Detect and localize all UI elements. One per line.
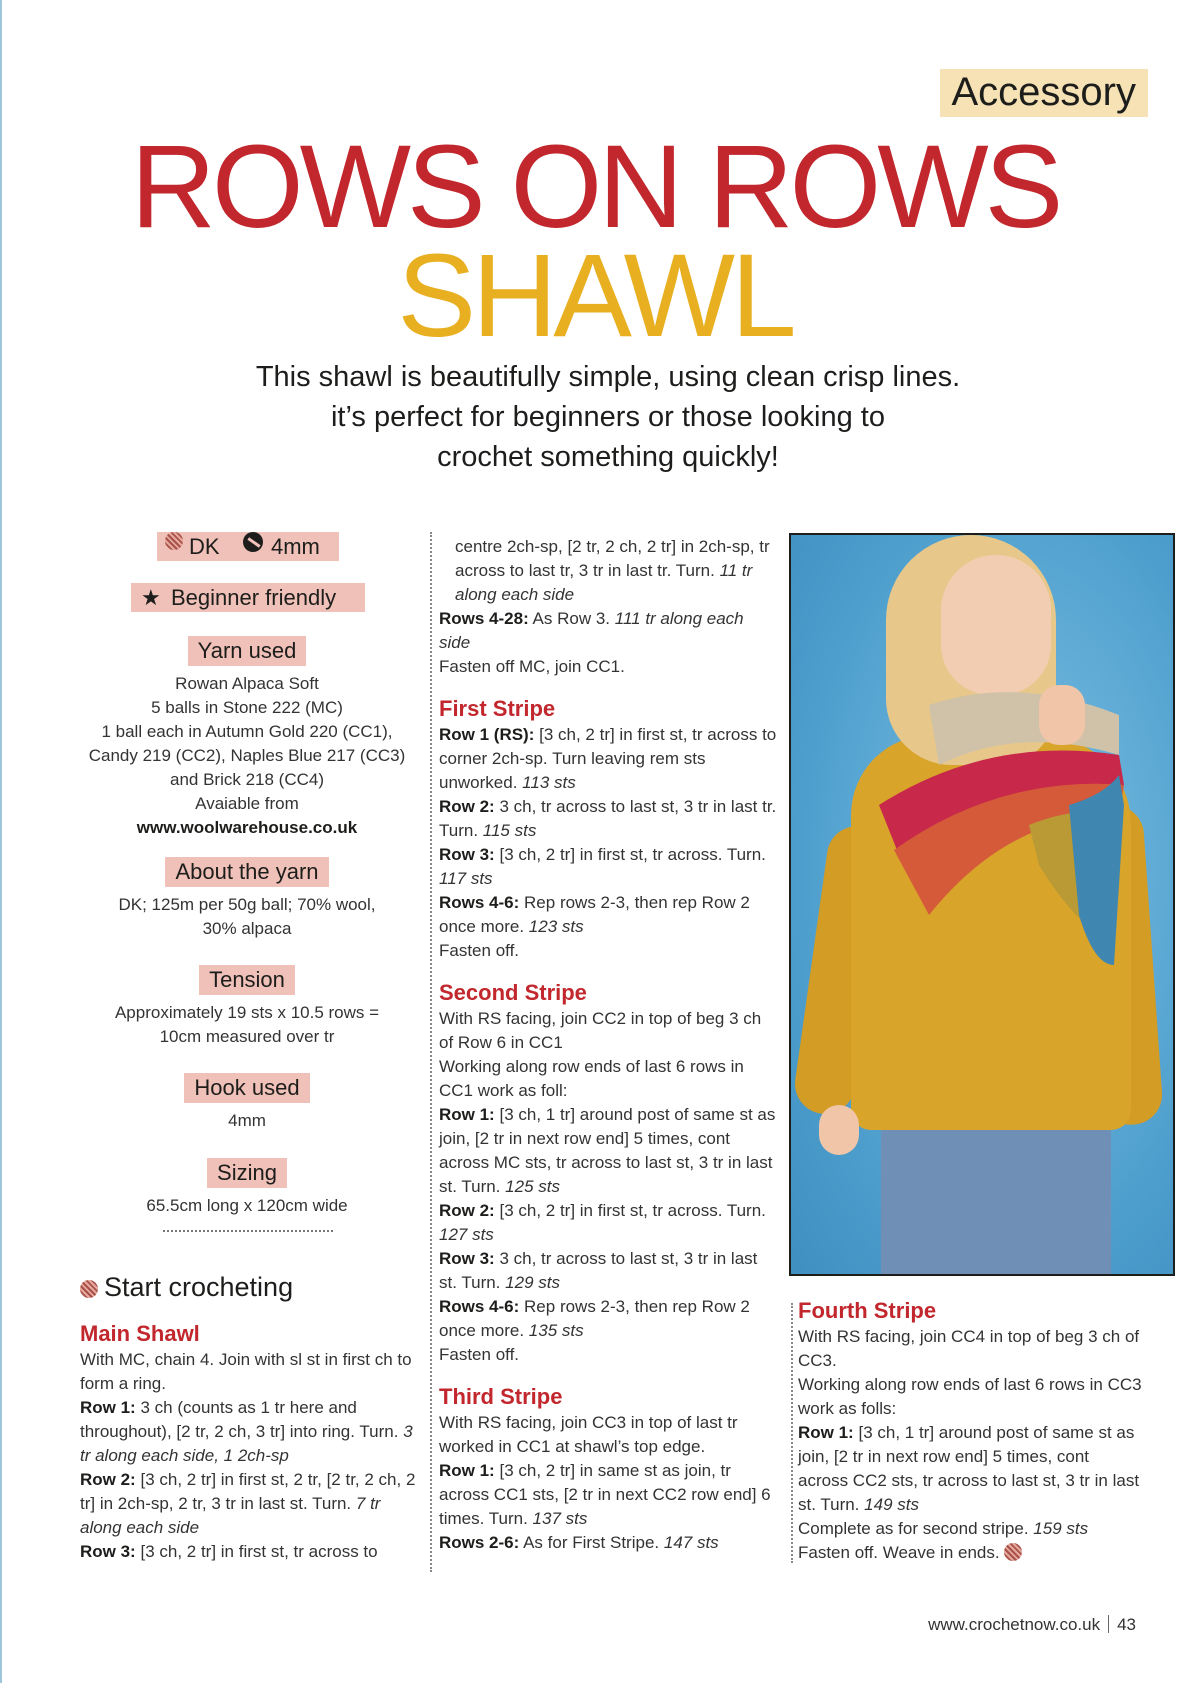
middle-column <box>439 535 779 1555</box>
rows-4-6 <box>439 1295 779 1343</box>
row-3 <box>439 843 779 891</box>
row-text: centre 2ch-sp, [2 tr, 2 ch, 2 tr] in 2ch-sp, tr across to last tr, 3 tr in last tr. Turn. <box>455 537 770 580</box>
model-photo <box>789 533 1175 1276</box>
row-1 <box>80 1396 418 1468</box>
row-2 <box>80 1468 418 1540</box>
end-line <box>798 1541 1143 1565</box>
sizing-block <box>80 1158 414 1218</box>
photo-hand <box>1039 685 1085 745</box>
weight-value: DK <box>189 534 220 559</box>
row-label: Rows 2-6: <box>439 1533 520 1552</box>
row-count: 115 sts <box>482 821 537 840</box>
row-1 <box>798 1421 1143 1517</box>
dotted-divider <box>163 1230 333 1232</box>
page-number: 43 <box>1117 1615 1136 1634</box>
yarn-ball-icon <box>165 532 183 550</box>
sizing-heading: Sizing <box>207 1158 287 1188</box>
fasten-off: Fasten off MC, join CC1. <box>439 657 625 676</box>
yarn-line: 5 balls in Stone 222 (MC) <box>151 698 343 717</box>
hook-value: 4mm <box>271 534 320 559</box>
row-text: Rep rows 2-3, then rep Row 2 once more. <box>439 1297 750 1340</box>
row-text: [3 ch, 1 tr] around post of same st as join, [2 tr in next row end] 5 times, cont across CC2 sts, tr across to last st, 3 tr in last st. Turn. <box>798 1423 1140 1514</box>
yarn-line: Candy 219 (CC2), Naples Blue 217 (CC3) <box>88 746 406 765</box>
row-label: Row 2: <box>80 1470 136 1489</box>
yarn-line: 1 ball each in Autumn Gold 220 (CC1), <box>101 722 393 741</box>
level-value: Beginner friendly <box>171 585 337 610</box>
row-count: 11 tr along each side <box>455 561 753 604</box>
photo-hand <box>819 1105 859 1155</box>
row-label: Row 3: <box>80 1542 136 1561</box>
tension-line: Approximately 19 sts x 10.5 rows = <box>114 1003 380 1022</box>
row-text: As Row 3. <box>532 609 611 628</box>
row-text: 3 ch, tr across to last st, 3 tr in last tr. Turn. <box>439 797 777 840</box>
intro-line: it’s perfect for beginners or those looking to <box>330 401 885 433</box>
row-text: [3 ch, 2 tr] in first st, tr across. Turn. <box>499 1201 766 1220</box>
yarn-used-block <box>80 636 414 840</box>
hook-used-block <box>80 1073 414 1133</box>
fourth-stripe-intro: Working along row ends of last 6 rows in CC3 work as folls: <box>798 1375 1142 1418</box>
yarn-line: and Brick 218 (CC4) <box>169 770 324 789</box>
second-stripe-heading: Second Stripe <box>439 980 587 1005</box>
row-1 <box>439 1103 779 1199</box>
main-shawl-intro: With MC, chain 4. Join with sl st in first ch to form a ring. <box>80 1350 412 1393</box>
row-label: Row 3: <box>439 1249 495 1268</box>
row-text: [3 ch, 2 tr] in same st as join, tr across CC1 sts, [2 tr in next CC2 row end] 6 times. Turn. <box>439 1461 771 1528</box>
row-text: As for First Stripe. <box>523 1533 660 1552</box>
row-count: 3 tr along each side, 1 2ch-sp <box>80 1422 413 1465</box>
fourth-stripe-intro: With RS facing, join CC4 in top of beg 3 ch of CC3. <box>798 1327 1140 1370</box>
about-yarn-line: 30% alpaca <box>202 919 292 938</box>
rows-2-6 <box>439 1531 779 1555</box>
row-text: 3 ch, tr across to last st, 3 tr in last st. Turn. <box>439 1249 758 1292</box>
yarn-line: Rowan Alpaca Soft <box>175 674 319 693</box>
row-2 <box>439 1199 779 1247</box>
row-3 <box>439 1247 779 1295</box>
row-count: 127 sts <box>439 1225 494 1244</box>
intro-line: crochet something quickly! <box>437 441 779 473</box>
row-text: [3 ch, 2 tr] in first st, tr across to corner 2ch-sp. Turn leaving rem sts unworked. <box>439 725 777 792</box>
row-label: Rows 4-28: <box>439 609 529 628</box>
rows-4-6 <box>439 891 779 939</box>
about-yarn-block <box>80 857 414 941</box>
title-line-2: SHAWL <box>397 230 793 362</box>
row-count: 129 sts <box>505 1273 560 1292</box>
tension-heading: Tension <box>199 965 295 995</box>
row-count: 125 sts <box>505 1177 560 1196</box>
row-label: Row 1: <box>439 1461 495 1480</box>
hook-used-value: 4mm <box>228 1111 266 1130</box>
row-label: Row 1 (RS): <box>439 725 535 744</box>
photo-shawl <box>869 665 1129 985</box>
tension-line: 10cm measured over tr <box>159 1027 335 1046</box>
row-count: 117 sts <box>439 869 493 888</box>
yarn-line: Avaiable from <box>195 794 299 813</box>
first-stripe-heading: First Stripe <box>439 696 556 721</box>
end-text: Fasten off. Weave in ends. <box>798 1543 1000 1562</box>
row-count: 135 sts <box>528 1321 584 1340</box>
main-shawl-section <box>80 1320 418 1564</box>
row-label: Row 1: <box>439 1105 495 1124</box>
row-3-continued <box>439 535 779 607</box>
complete-line <box>798 1517 1143 1541</box>
row-2 <box>439 795 779 843</box>
about-yarn-line: DK; 125m per 50g ball; 70% wool, <box>118 895 376 914</box>
row-count: 149 sts <box>864 1495 919 1514</box>
supplier-url[interactable]: www.woolwarehouse.co.uk <box>136 818 358 837</box>
fourth-stripe-heading: Fourth Stripe <box>798 1298 937 1323</box>
page-footer <box>928 1614 1136 1636</box>
fourth-stripe-section <box>798 1297 1143 1565</box>
weight-hook-badge <box>157 532 339 561</box>
row-count: 123 sts <box>528 917 584 936</box>
row-label: Row 1: <box>798 1423 854 1442</box>
about-yarn-heading: About the yarn <box>165 857 328 887</box>
tension-block <box>80 965 414 1049</box>
start-heading <box>80 1271 293 1303</box>
row-count: 7 tr along each side <box>80 1494 381 1537</box>
row-label: Rows 4-6: <box>439 893 520 912</box>
row-label: Row 1: <box>80 1398 136 1417</box>
row-1 <box>439 1459 779 1531</box>
row-count: 111 tr along each side <box>439 609 744 652</box>
star-icon: ★ <box>141 585 161 610</box>
hook-icon <box>243 532 263 552</box>
row-label: Row 2: <box>439 1201 495 1220</box>
row-text: [3 ch, 2 tr] in first st, tr across to <box>140 1542 378 1561</box>
intro-text <box>0 357 1190 477</box>
second-stripe-intro: Working along row ends of last 6 rows in CC1 work as foll: <box>439 1057 744 1100</box>
title-line-1: ROWS ON ROWS <box>130 121 1060 253</box>
row-text: [3 ch, 1 tr] around post of same st as join, [2 tr in next row end] 5 times, cont across MC sts, tr across to last st, 3 tr in last st. Turn. <box>439 1105 776 1196</box>
yarn-ball-icon <box>80 1280 98 1298</box>
yarn-used-heading: Yarn used <box>188 636 307 666</box>
main-shawl-heading: Main Shawl <box>80 1321 200 1346</box>
third-stripe-intro: With RS facing, join CC3 in top of last tr worked in CC1 at shawl’s top edge. <box>439 1413 738 1456</box>
row-label: Rows 4-6: <box>439 1297 520 1316</box>
row-count: 159 sts <box>1033 1519 1089 1538</box>
hook-used-heading: Hook used <box>184 1073 309 1103</box>
footer-separator <box>1108 1615 1109 1633</box>
fasten-off: Fasten off. <box>439 1345 520 1364</box>
row-text: [3 ch, 2 tr] in first st, 2 tr, [2 tr, 2 ch, 2 tr] in 2ch-sp, 2 tr, 3 tr in last st. Turn. <box>80 1470 416 1513</box>
start-heading-text: Start crocheting <box>104 1272 294 1302</box>
fasten-off: Fasten off. <box>439 941 520 960</box>
row-label: Row 2: <box>439 797 495 816</box>
rows-4-28 <box>439 607 779 655</box>
section-tag: Accessory <box>940 69 1149 117</box>
row-count: 147 sts <box>663 1533 719 1552</box>
row-text: Rep rows 2-3, then rep Row 2 once more. <box>439 893 750 936</box>
second-stripe-intro: With RS facing, join CC2 in top of beg 3 ch of Row 6 in CC1 <box>439 1009 762 1052</box>
row-text: 3 ch (counts as 1 tr here and throughout), [2 tr, 2 ch, 3 tr] into ring. Turn. <box>80 1398 399 1441</box>
row-text: [3 ch, 2 tr] in first st, tr across. Turn. <box>499 845 766 864</box>
row-count: 137 sts <box>532 1509 588 1528</box>
row-count: 113 sts <box>522 773 576 792</box>
intro-line: This shawl is beautifully simple, using clean crisp lines. <box>255 361 961 393</box>
complete-text: Complete as for second stripe. <box>798 1519 1029 1538</box>
row-1 <box>439 723 779 795</box>
third-stripe-heading: Third Stripe <box>439 1384 563 1409</box>
sizing-value: 65.5cm long x 120cm wide <box>146 1196 348 1215</box>
column-divider <box>791 1303 793 1563</box>
footer-url[interactable]: www.crochetnow.co.uk <box>928 1615 1101 1634</box>
column-divider <box>430 532 432 1572</box>
level-badge <box>131 583 365 612</box>
row-3 <box>80 1540 418 1564</box>
row-label: Row 3: <box>439 845 495 864</box>
yarn-ball-icon <box>1004 1543 1022 1561</box>
